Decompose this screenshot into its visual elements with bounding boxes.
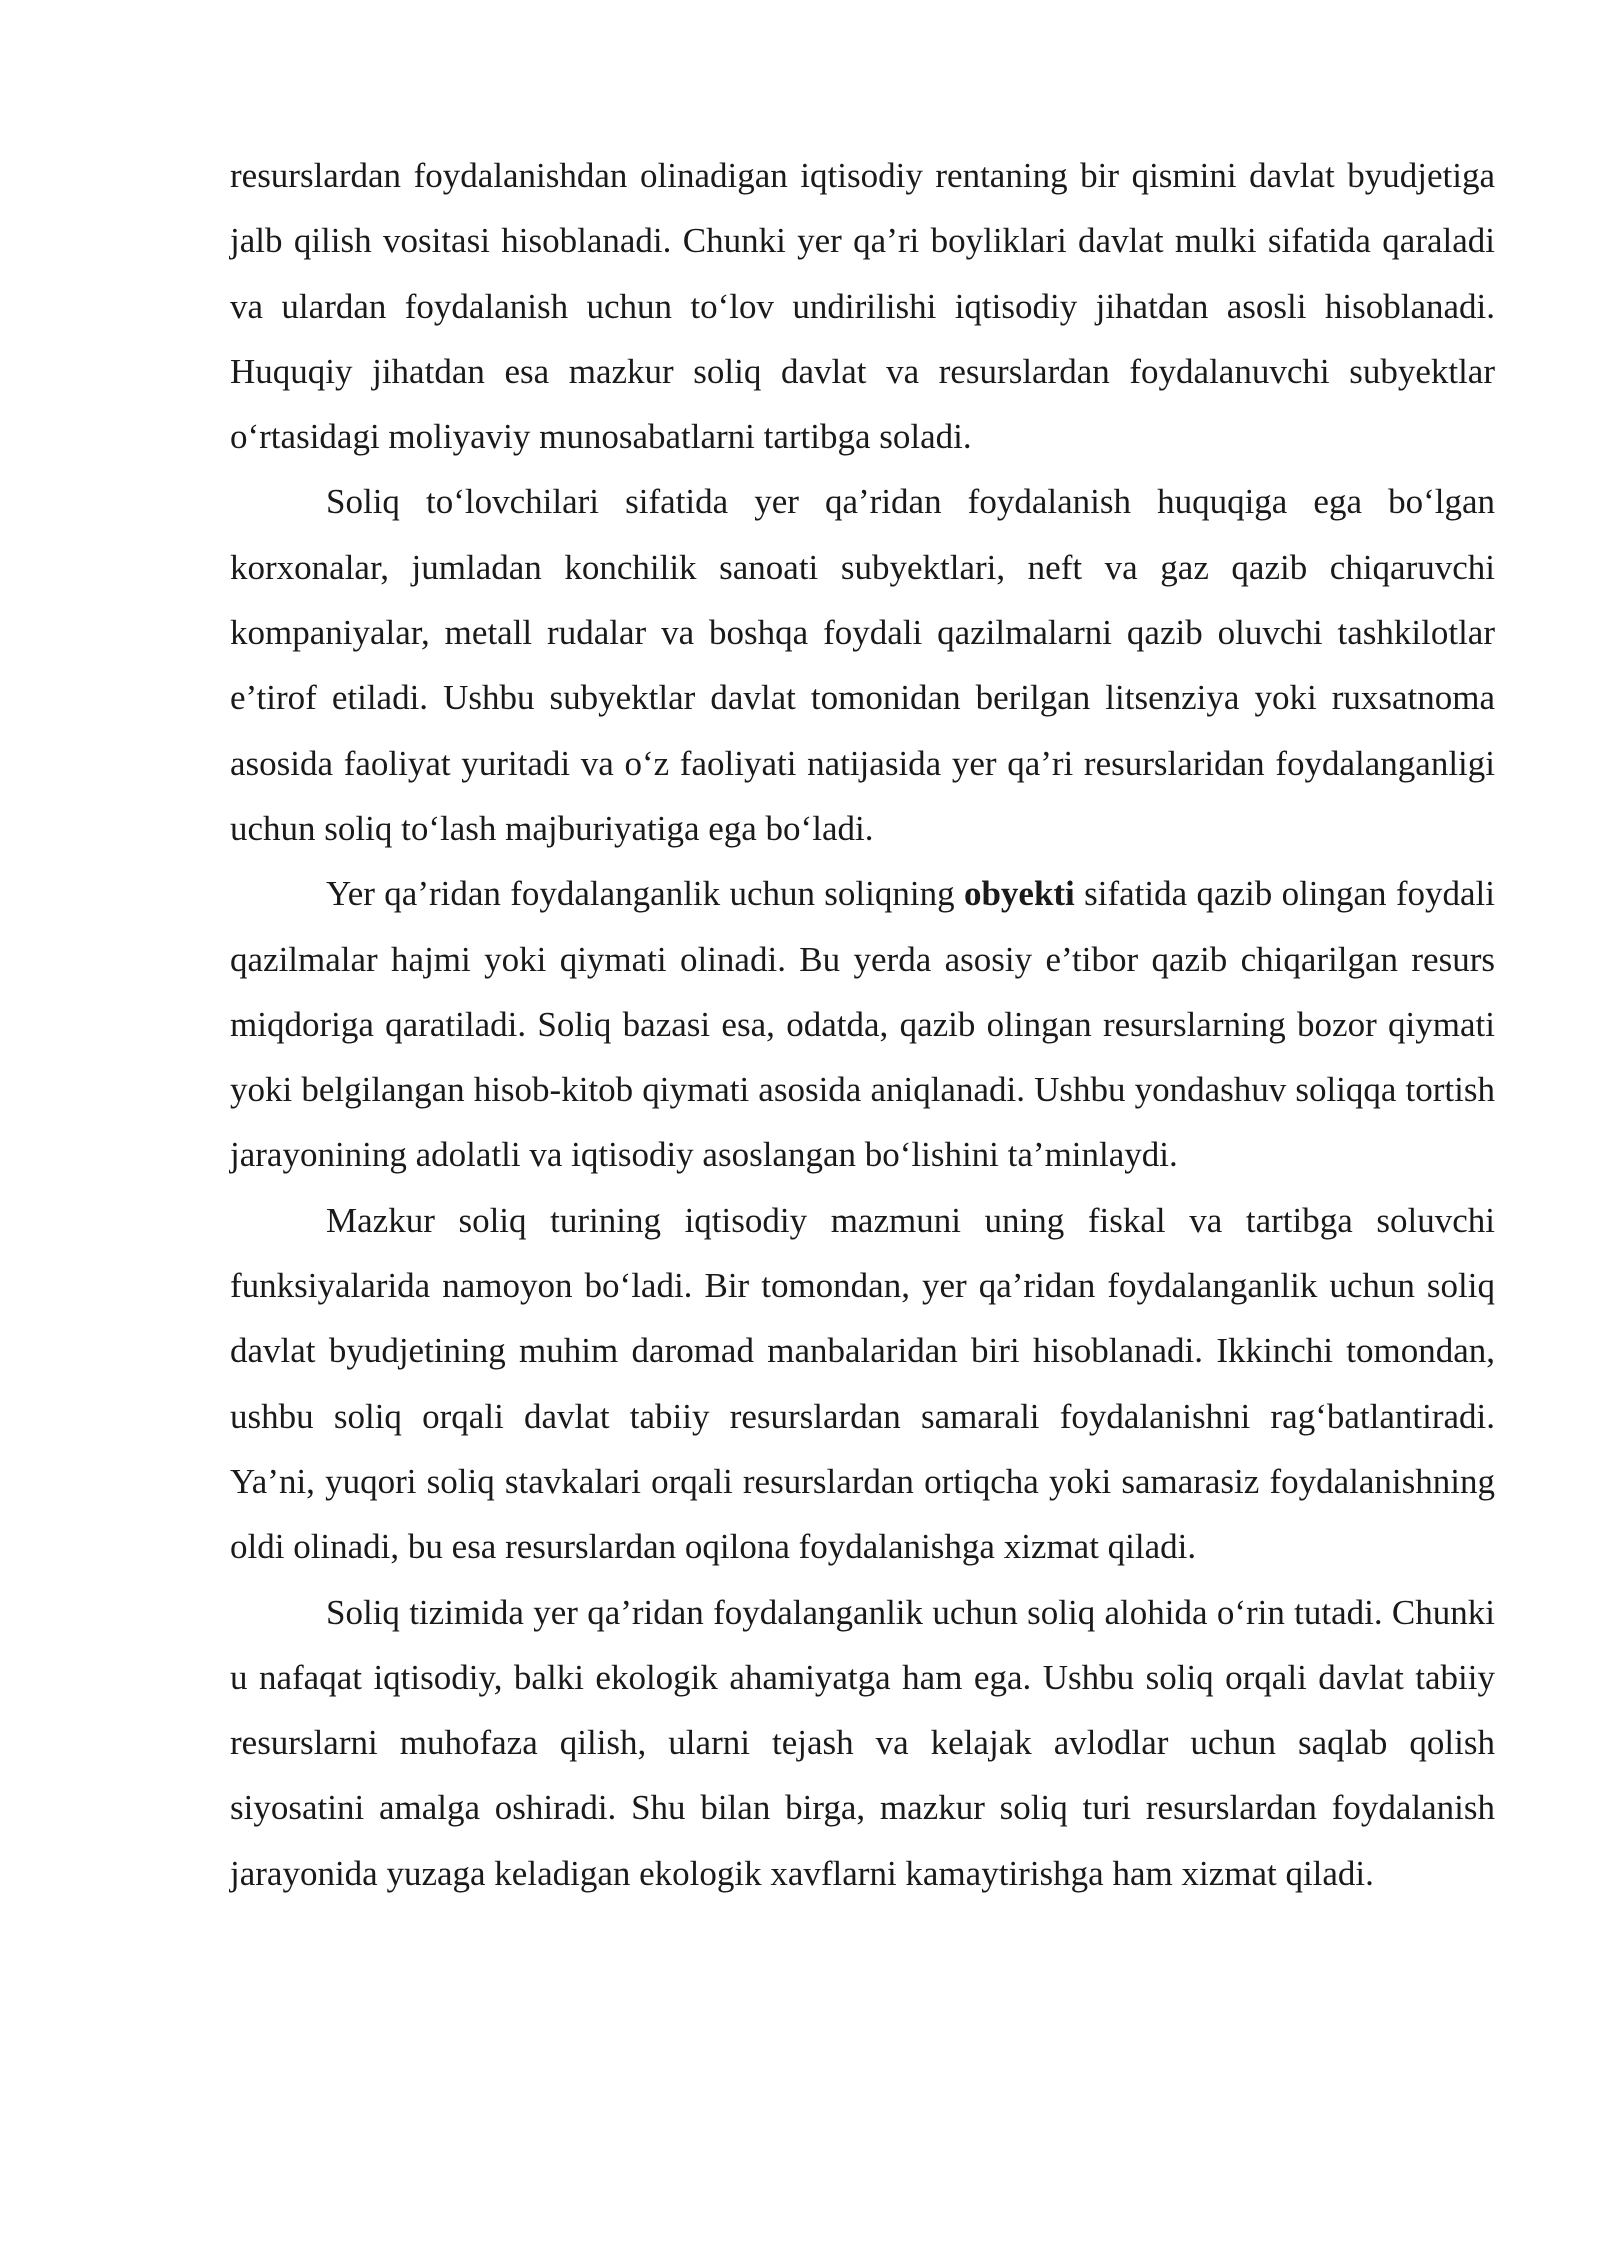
paragraph-3 xyxy=(230,861,1495,1187)
paragraph-2: Soliq to‘lovchilari sifatida yer qa’ridan foydalanish huquqiga ega bo‘lgan korxonalar, jumladan konchilik sanoati subyektlari, neft va gaz qazib chiqaruvchi kompaniyalar, metall rudalar va boshqa foydali qazilmalarni qazib oluvchi tashkilotlar e’tirof etiladi. Ushbu subyektlar davlat tomonidan berilgan litsenziya yoki ruxsatnoma asosida faoliyat yuritadi va o‘z faoliyati natijasida yer qa’ri resurslaridan foydalanganligi uchun soliq to‘lash majburiyatiga ega bo‘ladi. xyxy=(230,482,1495,848)
paragraph-1: resurslardan foydalanishdan olinadigan iqtisodiy rentaning bir qismini davlat byudjetiga jalb qilish vositasi hisoblanadi. Chunki yer qa’ri boyliklari davlat mulki sifatida qaraladi va ulardan foydalanish uchun to‘lov undirilishi iqtisodiy jihatdan asosli hisoblanadi. Huquqiy jihatdan esa mazkur soliq davlat va resurslardan foydalanuvchi subyektlar o‘rtasidagi moliyaviy munosabatlarni tartibga soladi. xyxy=(230,156,1495,457)
bold-term-obyekti: obyekti xyxy=(963,874,1075,914)
document-body xyxy=(230,143,1495,1906)
paragraph-3-text-after: sifatida qazib olingan foydali qazilmalar hajmi yoki qiymati olinadi. Bu yerda asosiy e’tibor qazib chiqarilgan resurs miqdoriga qaratiladi. Soliq bazasi esa, odatda, qazib olingan resurslarning bozor qiymati yoki belgilangan hisob-kitob qiymati asosida aniqlanadi. Ushbu yondashuv soliqqa tortish jarayonining adolatli va iqtisodiy asoslangan bo‘lishini ta’minlaydi. xyxy=(230,874,1496,1175)
paragraph-4: Mazkur soliq turining iqtisodiy mazmuni uning fiskal va tartibga soluvchi funksiyalarida namoyon bo‘ladi. Bir tomondan, yer qa’ridan foydalanganlik uchun soliq davlat byudjetining muhim daromad manbalaridan biri hisoblanadi. Ikkinchi tomondan, ushbu soliq orqali davlat tabiiy resurslardan samarali foydalanishni rag‘batlantiradi. Ya’ni, yuqori soliq stavkalari orqali resurslardan ortiqcha yoki samarasiz foydalanishning oldi olinadi, bu esa resurslardan oqilona foydalanishga xizmat qiladi. xyxy=(230,1200,1495,1567)
paragraph-5: Soliq tizimida yer qa’ridan foydalanganlik uchun soliq alohida o‘rin tutadi. Chunki u nafaqat iqtisodiy, balki ekologik ahamiyatga ham ega. Ushbu soliq orqali davlat tabiiy resurslarni muhofaza qilish, ularni tejash va kelajak avlodlar uchun saqlab qolish siyosatini amalga oshiradi. Shu bilan birga, mazkur soliq turi resurslardan foydalanish jarayonida yuzaga keladigan ekologik xavflarni kamaytirishga ham xizmat qiladi. xyxy=(230,1592,1495,1893)
paragraph-3-text-before: Yer qa’ridan foydalanganlik uchun soliqning xyxy=(326,874,964,914)
